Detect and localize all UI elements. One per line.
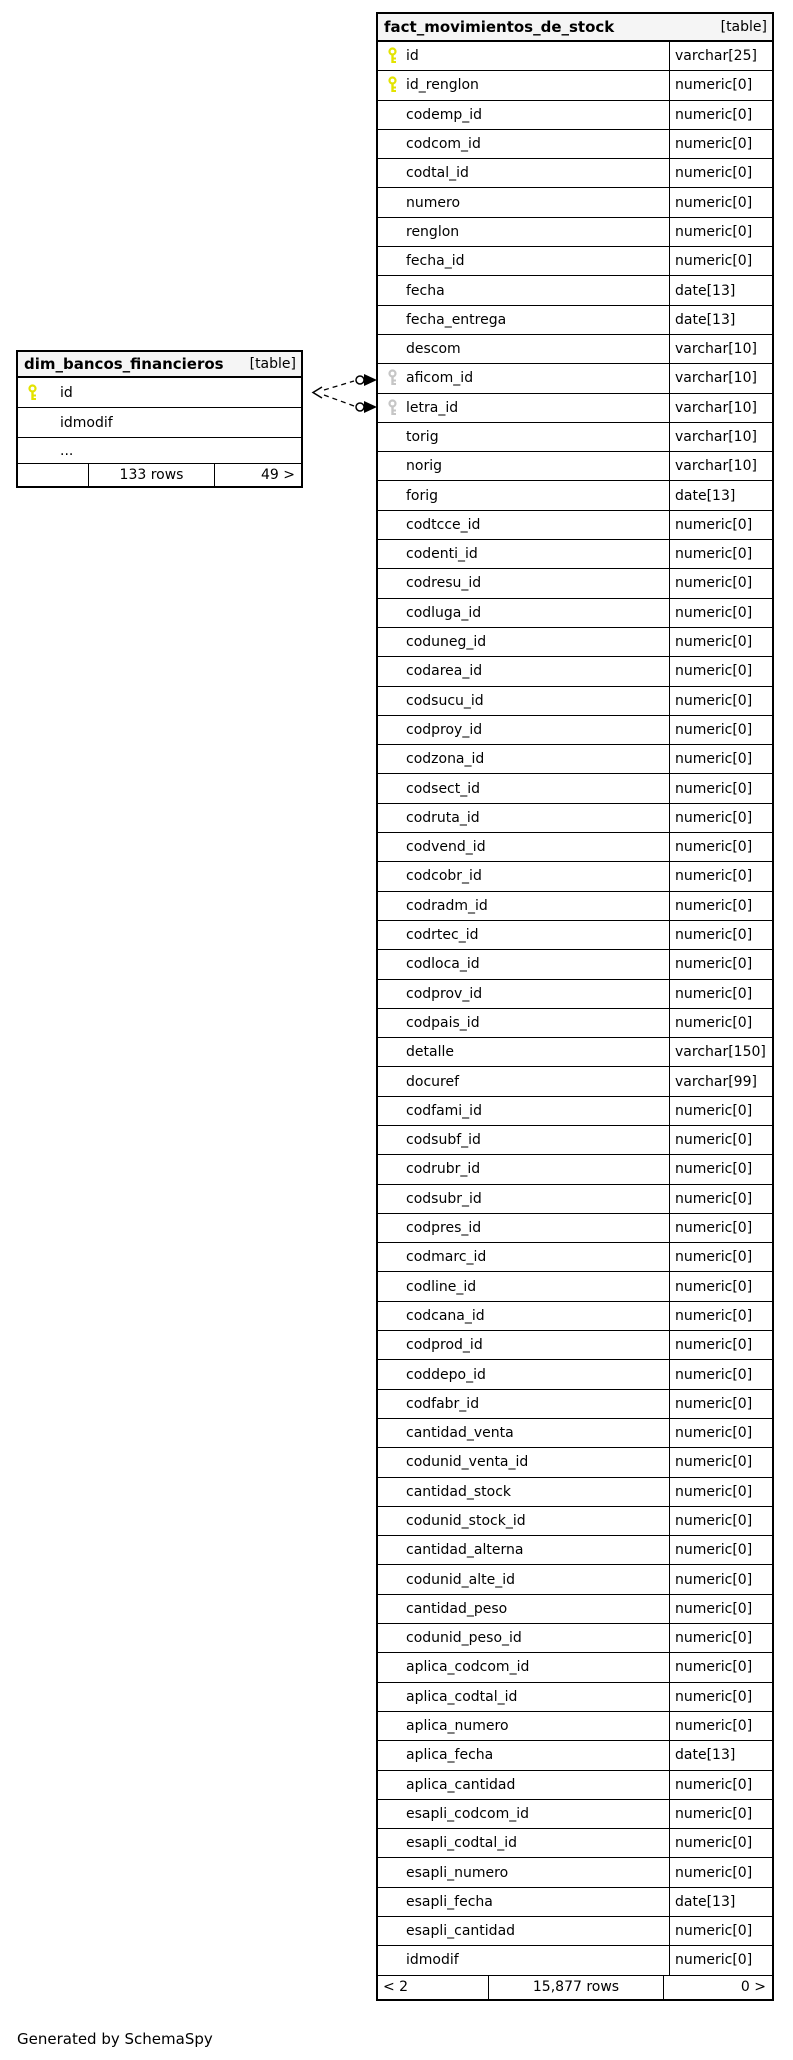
column-type: numeric[0] bbox=[669, 1712, 772, 1740]
column-type: numeric[0] bbox=[669, 218, 772, 246]
column-row bbox=[378, 1858, 772, 1887]
column-row bbox=[378, 1507, 772, 1536]
key-slot bbox=[386, 1043, 399, 1061]
column-name: idmodif bbox=[406, 1952, 459, 1969]
column-name: codprov_id bbox=[406, 985, 483, 1002]
key-slot bbox=[386, 1424, 399, 1442]
column-type: date[13] bbox=[669, 306, 772, 334]
column-row bbox=[378, 1888, 772, 1917]
column-type: numeric[0] bbox=[669, 1185, 772, 1213]
column-type: numeric[0] bbox=[669, 247, 772, 275]
column-row bbox=[378, 1302, 772, 1331]
column-row bbox=[378, 862, 772, 891]
column-name: codrtec_id bbox=[406, 927, 479, 944]
column-row bbox=[378, 1214, 772, 1243]
table-footer bbox=[18, 464, 301, 486]
column-row bbox=[18, 378, 301, 408]
key-slot bbox=[386, 809, 399, 827]
key-slot bbox=[386, 1571, 399, 1589]
table-node-fact-movimientos-de-stock bbox=[376, 12, 774, 2001]
column-name: esapli_numero bbox=[406, 1864, 509, 1881]
column-row bbox=[378, 1331, 772, 1360]
column-row bbox=[378, 1829, 772, 1858]
column-name: renglon bbox=[406, 223, 460, 240]
column-type: numeric[0] bbox=[669, 980, 772, 1008]
column-type: numeric[0] bbox=[669, 774, 772, 802]
key-slot bbox=[386, 633, 399, 651]
column-row bbox=[378, 1917, 772, 1946]
key-slot bbox=[386, 223, 399, 241]
key-slot bbox=[386, 1160, 399, 1178]
column-row bbox=[378, 1771, 772, 1800]
key-slot bbox=[386, 1307, 399, 1325]
column-name: aplica_codcom_id bbox=[406, 1659, 530, 1676]
column-name: ... bbox=[60, 442, 74, 459]
key-slot bbox=[386, 428, 399, 446]
column-name: codvend_id bbox=[406, 839, 486, 856]
column-name: torig bbox=[406, 429, 439, 445]
column-row bbox=[378, 1390, 772, 1419]
column-type: numeric[0] bbox=[669, 1771, 772, 1799]
column-row bbox=[378, 1741, 772, 1770]
footer-parents-cell: < 2 bbox=[378, 1976, 489, 1999]
key-slot bbox=[386, 662, 399, 680]
zero-cardinality-circle bbox=[356, 403, 364, 411]
column-type: numeric[0] bbox=[669, 1917, 772, 1945]
column-name: esapli_fecha bbox=[406, 1893, 493, 1910]
column-type: numeric[0] bbox=[669, 1507, 772, 1535]
column-name: descom bbox=[406, 341, 461, 358]
key-slot bbox=[386, 1746, 399, 1764]
column-row bbox=[378, 1272, 772, 1301]
column-name: cantidad_peso bbox=[406, 1600, 508, 1617]
column-name: fecha_entrega bbox=[406, 311, 507, 328]
key-slot bbox=[386, 1893, 399, 1911]
column-type: numeric[0] bbox=[669, 1243, 772, 1271]
column-name: codruta_id bbox=[406, 809, 480, 826]
column-type: varchar[10] bbox=[669, 394, 772, 422]
column-type: numeric[0] bbox=[669, 716, 772, 744]
column-name: aplica_codtal_id bbox=[406, 1688, 518, 1705]
column-type: numeric[0] bbox=[669, 745, 772, 773]
column-name: codfabr_id bbox=[406, 1395, 480, 1412]
generated-by-label: Generated by SchemaSpy bbox=[17, 2030, 213, 2048]
column-type: numeric[0] bbox=[669, 1565, 772, 1593]
column-row bbox=[378, 892, 772, 921]
column-row bbox=[378, 1946, 772, 1975]
column-row bbox=[378, 276, 772, 305]
column-name: codcom_id bbox=[406, 136, 481, 153]
column-row bbox=[378, 628, 772, 657]
column-row bbox=[378, 247, 772, 276]
key-slot bbox=[386, 750, 399, 768]
column-row bbox=[378, 1009, 772, 1038]
column-type: varchar[10] bbox=[669, 452, 772, 480]
column-type: numeric[0] bbox=[669, 1478, 772, 1506]
column-name: codcobr_id bbox=[406, 868, 482, 885]
column-name: codtcce_id bbox=[406, 516, 481, 533]
key-slot bbox=[386, 1951, 399, 1969]
key-slot bbox=[386, 252, 399, 270]
column-name: letra_id bbox=[406, 399, 459, 416]
column-row bbox=[378, 1360, 772, 1389]
column-name: docuref bbox=[406, 1073, 460, 1090]
column-name: codunid_venta_id bbox=[406, 1454, 529, 1471]
column-type: numeric[0] bbox=[669, 188, 772, 216]
column-row bbox=[378, 218, 772, 247]
key-slot bbox=[386, 1190, 399, 1208]
column-row bbox=[378, 540, 772, 569]
column-type: numeric[0] bbox=[669, 1448, 772, 1476]
column-row bbox=[378, 511, 772, 540]
key-slot bbox=[386, 487, 399, 505]
column-type: date[13] bbox=[669, 276, 772, 304]
key-slot bbox=[386, 1805, 399, 1823]
key-slot bbox=[386, 574, 399, 592]
column-row bbox=[378, 394, 772, 423]
column-row bbox=[378, 1097, 772, 1126]
column-type: numeric[0] bbox=[669, 1683, 772, 1711]
column-row bbox=[378, 481, 772, 510]
column-name: fecha bbox=[406, 282, 445, 299]
column-type: numeric[0] bbox=[669, 892, 772, 920]
column-name: aplica_fecha bbox=[406, 1747, 494, 1764]
key-slot bbox=[386, 1248, 399, 1266]
column-row bbox=[378, 569, 772, 598]
column-type: date[13] bbox=[669, 1888, 772, 1916]
column-name: aplica_numero bbox=[406, 1718, 509, 1735]
column-row bbox=[378, 1185, 772, 1214]
column-type: numeric[0] bbox=[669, 1214, 772, 1242]
key-slot bbox=[386, 1453, 399, 1471]
column-name: codproy_id bbox=[406, 721, 483, 738]
footer-children-cell: 0 > bbox=[740, 1979, 766, 1996]
column-name: codrubr_id bbox=[406, 1161, 481, 1178]
footer-parents-cell bbox=[18, 464, 89, 486]
column-type: numeric[0] bbox=[669, 1097, 772, 1125]
column-name: codunid_alte_id bbox=[406, 1571, 516, 1588]
column-name: aplica_cantidad bbox=[406, 1776, 516, 1793]
key-slot bbox=[386, 1512, 399, 1530]
table-header[interactable] bbox=[378, 14, 772, 42]
zero-cardinality-circle bbox=[356, 376, 364, 384]
key-slot bbox=[386, 780, 399, 798]
column-type: varchar[10] bbox=[669, 335, 772, 363]
column-name: codpais_id bbox=[406, 1014, 480, 1031]
foreign-key-icon bbox=[386, 369, 399, 387]
column-type: numeric[0] bbox=[669, 569, 772, 597]
column-name: fecha_id bbox=[406, 253, 465, 270]
column-row bbox=[18, 438, 301, 464]
key-slot bbox=[386, 164, 399, 182]
column-row bbox=[378, 1419, 772, 1448]
column-type: numeric[0] bbox=[669, 950, 772, 978]
column-row bbox=[378, 745, 772, 774]
column-name: id bbox=[60, 384, 73, 401]
column-type: numeric[0] bbox=[669, 833, 772, 861]
column-name: codsect_id bbox=[406, 780, 481, 797]
column-row bbox=[378, 980, 772, 1009]
column-type: numeric[0] bbox=[669, 511, 772, 539]
column-name: codmarc_id bbox=[406, 1249, 487, 1266]
table-node-dim-bancos-financieros bbox=[16, 350, 303, 488]
table-type-badge: [table] bbox=[249, 356, 296, 372]
column-type: varchar[25] bbox=[669, 42, 772, 70]
key-slot bbox=[386, 311, 399, 329]
key-slot bbox=[386, 692, 399, 710]
column-name: codfami_id bbox=[406, 1102, 482, 1119]
column-name: norig bbox=[406, 458, 442, 475]
column-row bbox=[378, 599, 772, 628]
relationship-dashed-line bbox=[324, 395, 354, 406]
column-name: codenti_id bbox=[406, 546, 478, 563]
column-row bbox=[18, 408, 301, 438]
column-type: varchar[99] bbox=[669, 1067, 772, 1095]
relationship-dim-bancos-to-aficom bbox=[313, 374, 377, 398]
column-type: date[13] bbox=[669, 481, 772, 509]
column-name: id bbox=[406, 48, 419, 65]
column-name: codsucu_id bbox=[406, 692, 484, 709]
column-name: codradm_id bbox=[406, 897, 488, 914]
column-name: codcana_id bbox=[406, 1307, 485, 1324]
key-slot bbox=[386, 135, 399, 153]
column-row bbox=[378, 1155, 772, 1184]
primary-key-icon bbox=[386, 76, 399, 94]
column-row bbox=[378, 833, 772, 862]
key-slot bbox=[386, 1834, 399, 1852]
column-row bbox=[378, 657, 772, 686]
key-slot bbox=[386, 838, 399, 856]
column-type: numeric[0] bbox=[669, 657, 772, 685]
key-slot bbox=[386, 985, 399, 1003]
key-slot bbox=[386, 1483, 399, 1501]
key-slot bbox=[386, 1131, 399, 1149]
column-row bbox=[378, 804, 772, 833]
column-name: coddepo_id bbox=[406, 1366, 486, 1383]
column-type: numeric[0] bbox=[669, 159, 772, 187]
column-type: varchar[10] bbox=[669, 364, 772, 392]
relationship-dim-bancos-to-letra bbox=[324, 395, 377, 413]
key-slot bbox=[386, 604, 399, 622]
column-row bbox=[378, 1653, 772, 1682]
column-row bbox=[378, 130, 772, 159]
column-type: varchar[10] bbox=[669, 423, 772, 451]
key-slot bbox=[386, 516, 399, 534]
column-type: numeric[0] bbox=[669, 1272, 772, 1300]
key-slot bbox=[386, 457, 399, 475]
column-type: numeric[0] bbox=[669, 1536, 772, 1564]
column-type: numeric[0] bbox=[669, 1624, 772, 1652]
column-name: codemp_id bbox=[406, 106, 483, 123]
column-type: numeric[0] bbox=[669, 1595, 772, 1623]
column-row bbox=[378, 950, 772, 979]
key-slot bbox=[386, 1541, 399, 1559]
column-row bbox=[378, 1448, 772, 1477]
column-name: codarea_id bbox=[406, 663, 483, 680]
key-slot bbox=[386, 1864, 399, 1882]
column-row bbox=[378, 774, 772, 803]
column-name: forig bbox=[406, 487, 439, 504]
column-type: numeric[0] bbox=[669, 1302, 772, 1330]
column-row bbox=[378, 716, 772, 745]
column-type: numeric[0] bbox=[669, 1009, 772, 1037]
column-row bbox=[378, 71, 772, 100]
key-slot bbox=[386, 1073, 399, 1091]
column-type: numeric[0] bbox=[669, 599, 772, 627]
column-type: numeric[0] bbox=[669, 1829, 772, 1857]
column-name: codline_id bbox=[406, 1278, 477, 1295]
column-name: aficom_id bbox=[406, 370, 474, 387]
key-slot bbox=[386, 1219, 399, 1237]
column-type: numeric[0] bbox=[669, 101, 772, 129]
key-slot bbox=[386, 1102, 399, 1120]
table-header[interactable] bbox=[18, 352, 301, 378]
key-slot bbox=[386, 1717, 399, 1735]
column-name: id_renglon bbox=[406, 77, 479, 94]
column-row bbox=[378, 1565, 772, 1594]
column-name: esapli_codtal_id bbox=[406, 1835, 518, 1852]
column-row bbox=[378, 335, 772, 364]
column-type: numeric[0] bbox=[669, 628, 772, 656]
column-name: codunid_stock_id bbox=[406, 1512, 526, 1529]
table-footer bbox=[378, 1976, 772, 1999]
column-row bbox=[378, 1536, 772, 1565]
column-type: numeric[0] bbox=[669, 1419, 772, 1447]
column-name: esapli_codcom_id bbox=[406, 1805, 529, 1822]
table-columns bbox=[378, 42, 772, 1976]
column-type: numeric[0] bbox=[669, 804, 772, 832]
column-name: codzona_id bbox=[406, 751, 485, 768]
column-name: codsubr_id bbox=[406, 1190, 482, 1207]
column-name: detalle bbox=[406, 1044, 454, 1061]
relationship-dashed-line bbox=[324, 381, 354, 390]
column-type: numeric[0] bbox=[669, 1946, 772, 1974]
key-slot bbox=[386, 106, 399, 124]
column-name: codsubf_id bbox=[406, 1132, 481, 1149]
key-slot bbox=[386, 1336, 399, 1354]
column-type: date[13] bbox=[669, 1741, 772, 1769]
column-name: coduneg_id bbox=[406, 634, 487, 651]
key-slot bbox=[386, 545, 399, 563]
column-type: numeric[0] bbox=[669, 687, 772, 715]
key-slot bbox=[386, 955, 399, 973]
column-row bbox=[378, 42, 772, 71]
column-row bbox=[378, 687, 772, 716]
column-type: numeric[0] bbox=[669, 1126, 772, 1154]
column-type: numeric[0] bbox=[669, 1858, 772, 1886]
footer-rowcount-cell: 133 rows bbox=[89, 464, 215, 486]
key-slot bbox=[386, 194, 399, 212]
table-title: fact_movimientos_de_stock bbox=[384, 18, 615, 36]
column-type: numeric[0] bbox=[669, 1390, 772, 1418]
column-name: codresu_id bbox=[406, 575, 482, 592]
key-slot bbox=[386, 1278, 399, 1296]
primary-key-icon bbox=[26, 384, 39, 402]
one-cardinality-arrow bbox=[313, 387, 322, 398]
table-type-badge: [table] bbox=[720, 19, 767, 35]
column-row bbox=[378, 1243, 772, 1272]
column-type: numeric[0] bbox=[669, 1653, 772, 1681]
footer-children-cell: 49 > bbox=[261, 467, 295, 483]
column-row bbox=[378, 423, 772, 452]
column-name: cantidad_stock bbox=[406, 1483, 512, 1500]
key-slot bbox=[386, 1366, 399, 1384]
column-type: varchar[150] bbox=[669, 1038, 772, 1066]
column-name: codunid_peso_id bbox=[406, 1630, 522, 1647]
table-columns bbox=[18, 378, 301, 464]
column-type: numeric[0] bbox=[669, 1155, 772, 1183]
column-row bbox=[378, 1624, 772, 1653]
column-row bbox=[378, 452, 772, 481]
column-type: numeric[0] bbox=[669, 540, 772, 568]
footer-rowcount-cell: 15,877 rows bbox=[489, 1976, 664, 1999]
column-row bbox=[378, 306, 772, 335]
key-slot bbox=[386, 1658, 399, 1676]
column-name: cantidad_venta bbox=[406, 1425, 514, 1442]
column-name: esapli_cantidad bbox=[406, 1923, 516, 1940]
key-slot bbox=[386, 1922, 399, 1940]
column-row bbox=[378, 1067, 772, 1096]
key-slot bbox=[26, 414, 39, 432]
column-row bbox=[378, 921, 772, 950]
key-slot bbox=[386, 867, 399, 885]
key-slot bbox=[386, 1600, 399, 1618]
column-row bbox=[378, 1800, 772, 1829]
column-row bbox=[378, 1683, 772, 1712]
column-type: numeric[0] bbox=[669, 1360, 772, 1388]
column-type: numeric[0] bbox=[669, 130, 772, 158]
key-slot bbox=[386, 721, 399, 739]
column-name: codloca_id bbox=[406, 956, 480, 973]
foreign-key-icon bbox=[386, 399, 399, 417]
column-row bbox=[378, 159, 772, 188]
column-name: codluga_id bbox=[406, 604, 482, 621]
column-name: cantidad_alterna bbox=[406, 1542, 524, 1559]
column-name: codpres_id bbox=[406, 1220, 482, 1237]
key-slot bbox=[386, 926, 399, 944]
column-row bbox=[378, 1126, 772, 1155]
column-row bbox=[378, 1038, 772, 1067]
column-type: numeric[0] bbox=[669, 71, 772, 99]
column-name: codprod_id bbox=[406, 1337, 483, 1354]
column-type: numeric[0] bbox=[669, 921, 772, 949]
key-slot bbox=[386, 1395, 399, 1413]
column-type: numeric[0] bbox=[669, 1800, 772, 1828]
key-slot bbox=[386, 340, 399, 358]
column-row bbox=[378, 1478, 772, 1507]
column-row bbox=[378, 188, 772, 217]
column-name: numero bbox=[406, 194, 461, 211]
key-slot bbox=[386, 1776, 399, 1794]
column-row bbox=[378, 101, 772, 130]
key-slot bbox=[386, 282, 399, 300]
column-name: codtal_id bbox=[406, 165, 469, 182]
column-name: idmodif bbox=[60, 414, 113, 431]
key-slot bbox=[386, 1014, 399, 1032]
column-row bbox=[378, 1595, 772, 1624]
column-type: numeric[0] bbox=[669, 862, 772, 890]
column-type: numeric[0] bbox=[669, 1331, 772, 1359]
key-slot bbox=[26, 442, 39, 460]
key-slot bbox=[386, 1629, 399, 1647]
key-slot bbox=[386, 897, 399, 915]
key-slot bbox=[386, 1688, 399, 1706]
table-title: dim_bancos_financieros bbox=[24, 355, 224, 373]
column-row bbox=[378, 1712, 772, 1741]
primary-key-icon bbox=[386, 47, 399, 65]
column-row bbox=[378, 364, 772, 393]
